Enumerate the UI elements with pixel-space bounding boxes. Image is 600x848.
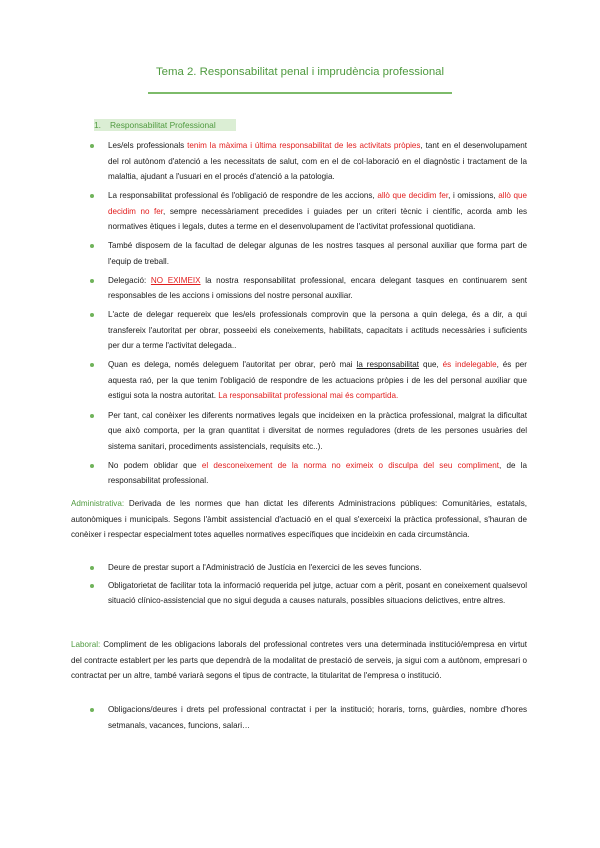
- text-span: Delegació:: [108, 275, 151, 285]
- text-span: Per tant, cal conèixer les diferents normatives legals que incideixen en la pràctica professional, malgrat la dificultat que això comporta, per la gran quantitat i diversitat de normes reguladores (drets de les persones usuàries del sistema sanitari, procediments assistencials, requisits etc..).: [108, 410, 527, 451]
- administrativa-bullet-list: [108, 560, 527, 611]
- list-item: [108, 307, 527, 354]
- underlined-text: la responsabilitat: [356, 360, 419, 370]
- list-item: [108, 238, 527, 269]
- list-item: Deure de prestar suport a l'Administració de Justícia en l'exercici de les seves funcions.: [108, 560, 527, 576]
- section-title: Responsabilitat Professional: [110, 120, 216, 130]
- list-item: [108, 273, 527, 304]
- text-span: També disposem de la facultad de delegar algunas de les nostres tasques al personal auxiliar que forma part de l'equip de treball.: [108, 241, 527, 266]
- text-span: , tant en el desenvolupament del rol autònom d'atenció a les necessitats de salut, com en el de col·laboració en el diagnòstic i tractament de la malaltia, ajudant a l'usuari en el procés d'atenció a la patologia.: [108, 141, 527, 181]
- administrativa-text: Derivada de les normes que han dictat les diferents Administracions públiques: Comunitàries, estatals, autonòmiques i municipals. Segons l'àmbit assistencial d'actuació en el qual s'exerceixi la pràctica professional, s'hauran de conèixer i respectar especialment totes aquelles normatives específiques que incideixin en cada circumstància.: [71, 499, 527, 539]
- text-span: , de la responsabilitat professional.: [108, 460, 527, 486]
- administrativa-paragraph: [71, 496, 527, 543]
- title-underline: [148, 92, 452, 94]
- laboral-label: Laboral:: [71, 640, 101, 649]
- highlight-text: allò que decidim no fer: [108, 191, 527, 216]
- laboral-text: Compliment de les obligacions laborals del professional contretes vers una determinada institució/empresa en virtut del contracte establert per les parts que dependrà de la modalitat de prestació de serveis, ja sigui com a autònom, empresari o contractat per un altre, també variarà segons el tipus de contracte, la titularitat de l'empresa o institució.: [71, 640, 527, 680]
- list-item: Obligatorietat de facilitar tota la informació requerida pel jutge, actuar com a pèrit, posant en coneixement qualsevol situació clínico-assistencial que no sigui deguda a causes naturals, possibles situacions delictives, entre altres.: [108, 578, 527, 609]
- list-item: [108, 408, 527, 455]
- text-span: Les/els professionals: [108, 141, 188, 150]
- section-number: 1.: [94, 120, 101, 130]
- section-heading: [94, 119, 236, 131]
- text-span: , és per aquesta raó, per la que tenim l'obligació de respondre de les actuacions pròpies i de les del personal auxiliar que estigui sota la nostra autoritat.: [108, 360, 527, 401]
- list-item: Obligacions/deures i drets pel professional contractat i per la institució; horaris, torns, guàrdies, nombre d'hores setmanals, vacances, funcions, salari…: [108, 702, 527, 733]
- list-item: [108, 138, 527, 185]
- highlight-text: allò que decidim fer: [377, 191, 449, 201]
- text-span: Quan es delega, només deleguem l'autoritat per obrar, però mai: [108, 360, 357, 370]
- highlight-text: La responsabilitat professional mai és compartida.: [218, 391, 399, 401]
- text-span: la nostra responsabilitat professional, encara delegant tasques en continuarem sent responsables de les accions i omissions del nostre personal auxiliar.: [108, 275, 527, 301]
- list-item: [108, 458, 527, 489]
- document-title: Tema 2. Responsabilitat penal i imprudència professional: [155, 66, 445, 78]
- highlight-text: tenim la màxima i última responsabilitat de les activitats pròpies: [187, 141, 421, 150]
- laboral-bullet-list: [108, 702, 527, 735]
- highlight-text: NO EXIMEIX: [150, 275, 201, 285]
- text-span: La responsabilitat professional és l'obligació de respondre de les accions,: [108, 191, 378, 201]
- text-span: L'acte de delegar requereix que les/els professionals comprovin que la persona a quin delega, és a dir, a qui transfereix l'autoritat per obrar, posseeixi els coneixements, habilitats, capacitats i actituds necessàries i suficients per dur a terme l'activitat delegada..: [108, 310, 527, 351]
- text-span: No podem oblidar que: [108, 460, 202, 470]
- text-span: , i omissions,: [448, 191, 499, 201]
- text-span: , sempre necessàriament precedides i guiades per un criteri tècnic i científic, acorda amb les normatives ètiques i legals, dutes a terme en el desenvolupament de l'activitat professional quotidiana.: [108, 206, 527, 232]
- responsibility-bullet-list: [108, 138, 527, 492]
- list-item: [108, 357, 527, 404]
- laboral-paragraph: [71, 637, 527, 684]
- text-span: que,: [418, 360, 443, 370]
- administrativa-label: Administrativa:: [71, 499, 125, 508]
- list-item: [108, 188, 527, 235]
- highlight-text: el desconeixement de la norma no eximeix o disculpa del seu compliment: [201, 460, 499, 470]
- highlight-text: és indelegable: [442, 360, 497, 370]
